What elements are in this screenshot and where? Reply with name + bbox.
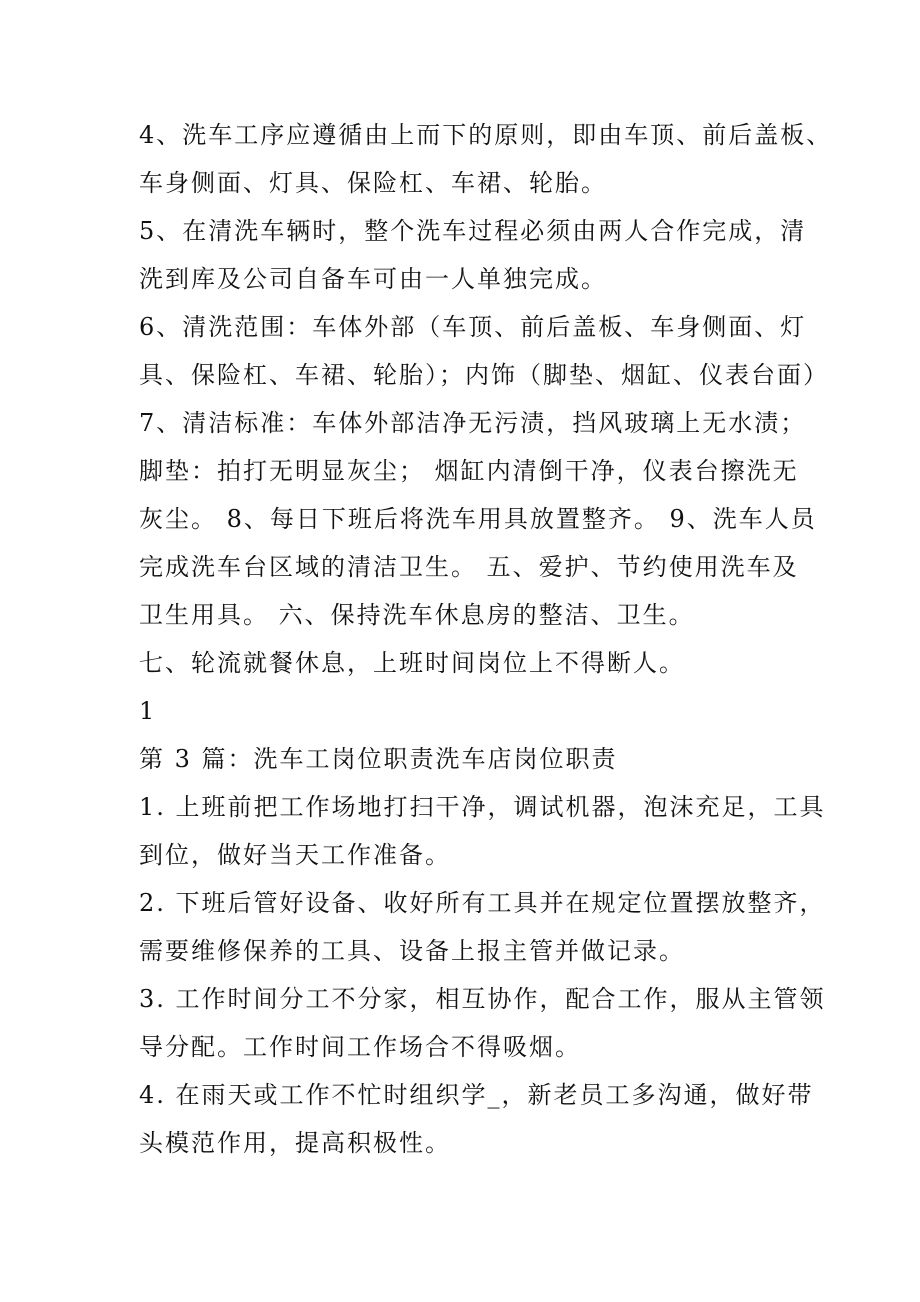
- text-line: 1. 上班前把工作场地打扫干净，调试机器，泡沫充足，工具: [139, 793, 826, 821]
- text-line: 4. 在雨天或工作不忙时组织学_，新老员工多沟通，做好带: [139, 1081, 814, 1109]
- text-line: 5、在清洗车辆时，整个洗车过程必须由两人合作完成，清: [139, 217, 807, 245]
- text-line: 洗到库及公司自备车可由一人单独完成。: [139, 265, 607, 293]
- text-line: 具、保险杠、车裙、轮胎）；内饰（脚垫、烟缸、仪表台面）: [139, 361, 829, 389]
- text-line: 6、清洗范围：车体外部（车顶、前后盖板、车身侧面、灯: [139, 313, 807, 341]
- text-line: 2. 下班后管好设备、收好所有工具并在规定位置摆放整齐，: [139, 889, 826, 917]
- text-line: 脚垫：拍打无明显灰尘； 烟缸内清倒干净，仪表台擦洗无: [139, 457, 799, 485]
- document-body: [139, 111, 833, 1167]
- text-line: 需要维修保养的工具、设备上报主管并做记录。: [139, 937, 685, 965]
- page-number: 1: [139, 697, 157, 725]
- text-line: 7、清洁标准：车体外部洁净无污渍，挡风玻璃上无水渍；: [139, 409, 807, 437]
- text-line: 头模范作用，提高积极性。: [139, 1129, 451, 1157]
- text-line: 4、洗车工序应遵循由上而下的原则，即由车顶、前后盖板、: [139, 121, 833, 149]
- text-line: 七、轮流就餐休息，上班时间岗位上不得断人。: [139, 649, 685, 677]
- section-heading: 第 3 篇：洗车工岗位职责洗车店岗位职责: [139, 745, 618, 773]
- text-line: 卫生用具。 六、保持洗车休息房的整洁、卫生。: [139, 601, 695, 629]
- text-line: 3. 工作时间分工不分家，相互协作，配合工作，服从主管领: [139, 985, 826, 1013]
- text-line: 导分配。工作时间工作场合不得吸烟。: [139, 1033, 581, 1061]
- text-line: 到位，做好当天工作准备。: [139, 841, 451, 869]
- text-line: 车身侧面、灯具、保险杠、车裙、轮胎。: [139, 169, 607, 197]
- text-line: 灰尘。 8、每日下班后将洗车用具放置整齐。 9、洗车人员: [139, 505, 817, 533]
- text-line: 完成洗车台区域的清洁卫生。 五、爱护、节约使用洗车及: [139, 553, 799, 581]
